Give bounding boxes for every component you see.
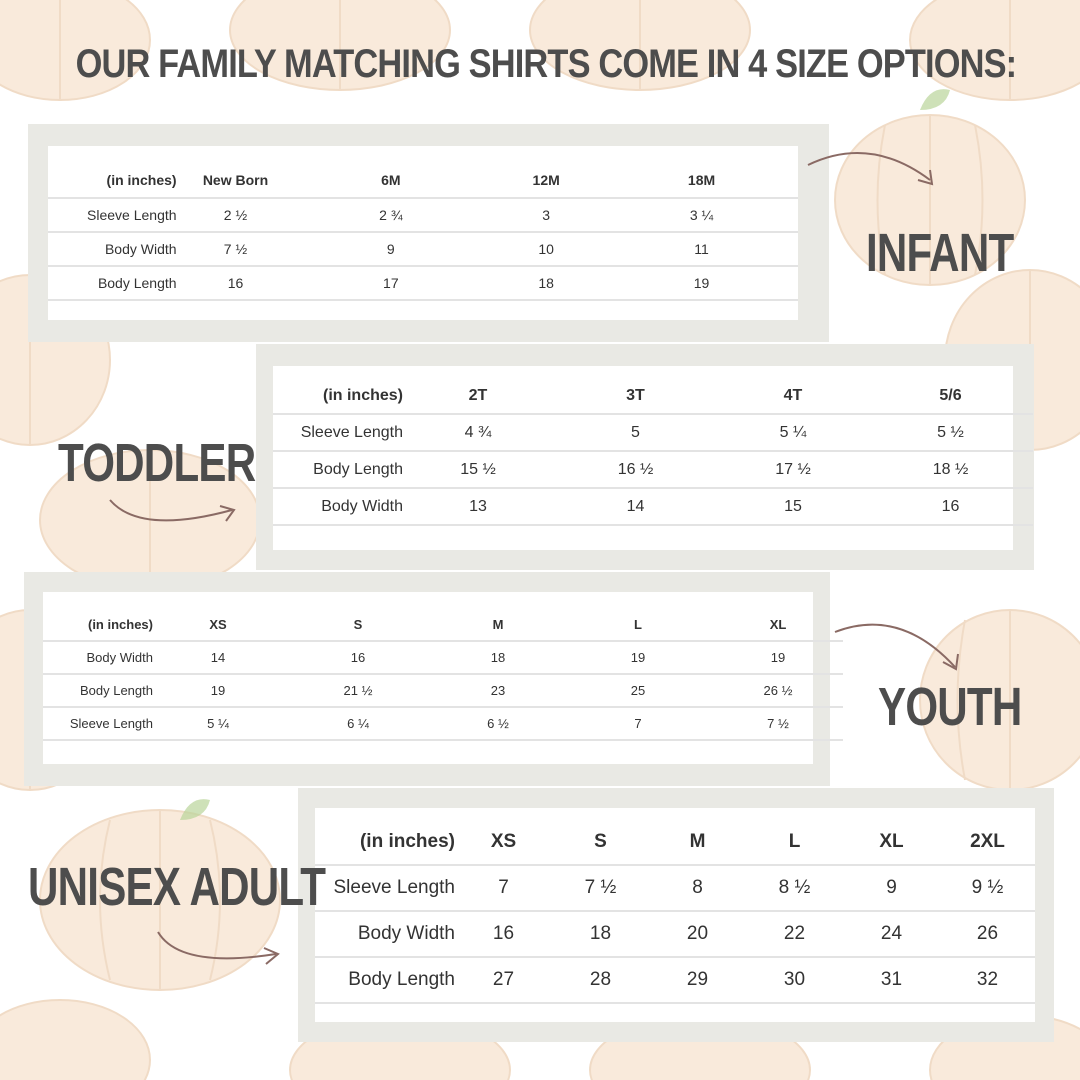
table-cell: 15 ½	[403, 451, 553, 488]
table-cell: 19	[563, 641, 713, 674]
table-cell: 7 ½	[713, 707, 843, 740]
header-cell: (in inches)	[87, 616, 153, 632]
header-cell: 18M	[687, 171, 716, 188]
header-cell: 6M	[381, 171, 401, 188]
curved-arrow-icon	[150, 924, 290, 974]
table-cell: 25	[563, 674, 713, 707]
table-cell: 3	[487, 198, 605, 232]
infant-size-table	[48, 162, 798, 301]
header-cell: XS	[490, 831, 517, 852]
table-cell: 16 ½	[553, 451, 718, 488]
table-cell: 26	[940, 911, 1035, 957]
table-cell: 9	[843, 865, 940, 911]
header-cell: XL	[879, 831, 904, 852]
table-cell: 8 ½	[746, 865, 843, 911]
table-cell: 16	[177, 266, 295, 300]
table-cell: 20	[649, 911, 746, 957]
table-cell: 18 ½	[868, 451, 1033, 488]
table-cell: 18	[487, 266, 605, 300]
youth-size-table	[43, 608, 843, 741]
table-cell: 4 ¾	[403, 414, 553, 451]
table-row	[48, 232, 798, 266]
pumpkin-icon	[0, 1000, 150, 1080]
header-cell: S	[353, 616, 363, 632]
table-cell: 5	[553, 414, 718, 451]
row-label: Body Length	[48, 266, 177, 300]
header-cell: 3T	[626, 386, 645, 404]
row-label: Body Width	[43, 641, 153, 674]
table-cell: 6 ¼	[283, 707, 433, 740]
page-heading: OUR FAMILY MATCHING SHIRTS COME IN 4 SIZE OPTIONS:	[75, 42, 1017, 86]
table-cell: 19	[713, 641, 843, 674]
table-row	[43, 707, 843, 740]
table-cell: 8	[649, 865, 746, 911]
adult-size-card	[315, 808, 1035, 1022]
table-cell: 19	[153, 674, 283, 707]
table-cell: 15	[718, 488, 868, 525]
table-cell: 5 ¼	[153, 707, 283, 740]
header-cell: New Born	[202, 171, 269, 188]
header-cell: 12M	[532, 171, 560, 188]
table-cell: 14	[553, 488, 718, 525]
table-cell: 3 ¼	[605, 198, 798, 232]
header-cell: M	[689, 831, 706, 852]
header-cell: 2XL	[970, 831, 1005, 852]
table-cell: 18	[552, 911, 649, 957]
header-cell: S	[594, 831, 607, 852]
table-header-row	[315, 820, 1035, 865]
row-label: Body Length	[315, 957, 455, 1003]
table-cell: 7	[563, 707, 713, 740]
table-header-row	[43, 608, 843, 641]
header-cell: (in inches)	[359, 831, 455, 852]
toddler-label: TODDLER	[58, 433, 256, 493]
row-label: Body Width	[273, 488, 403, 525]
table-row	[315, 865, 1035, 911]
header-cell: 5/6	[939, 386, 962, 404]
table-cell: 22	[746, 911, 843, 957]
header-cell: L	[788, 831, 801, 852]
table-cell: 10	[487, 232, 605, 266]
header-cell: L	[634, 616, 642, 632]
header-cell: (in inches)	[322, 386, 403, 404]
row-label: Sleeve Length	[315, 865, 455, 911]
header-cell: 4T	[783, 386, 803, 404]
curved-arrow-icon	[800, 140, 950, 200]
table-cell: 9 ½	[940, 865, 1035, 911]
table-cell: 7 ½	[177, 232, 295, 266]
curved-arrow-icon	[100, 490, 250, 540]
row-label: Body Width	[48, 232, 177, 266]
table-cell: 21 ½	[283, 674, 433, 707]
table-cell: 16	[455, 911, 552, 957]
header-cell: XL	[769, 616, 787, 632]
header-cell: (in inches)	[106, 171, 177, 188]
table-cell: 6 ½	[433, 707, 563, 740]
row-label: Sleeve Length	[48, 198, 177, 232]
table-row	[315, 911, 1035, 957]
table-cell: 2 ½	[177, 198, 295, 232]
table-cell: 18	[433, 641, 563, 674]
table-row	[273, 488, 1033, 525]
row-label: Sleeve Length	[273, 414, 403, 451]
table-cell: 32	[940, 957, 1035, 1003]
table-cell: 29	[649, 957, 746, 1003]
table-row	[273, 451, 1033, 488]
table-cell: 7	[455, 865, 552, 911]
table-cell: 23	[433, 674, 563, 707]
curved-arrow-icon	[830, 612, 970, 674]
table-row	[48, 266, 798, 300]
table-cell: 16	[283, 641, 433, 674]
table-cell: 5 ¼	[718, 414, 868, 451]
header-cell: M	[492, 616, 504, 632]
row-label: Body Length	[43, 674, 153, 707]
infant-size-card	[48, 146, 798, 320]
table-cell: 11	[605, 232, 798, 266]
table-row	[315, 957, 1035, 1003]
table-cell: 7 ½	[552, 865, 649, 911]
unisex-adult-label: UNISEX ADULT	[28, 857, 326, 917]
table-cell: 14	[153, 641, 283, 674]
table-cell: 9	[294, 232, 487, 266]
table-header-row	[48, 162, 798, 198]
table-cell: 17 ½	[718, 451, 868, 488]
table-cell: 5 ½	[868, 414, 1033, 451]
table-cell: 31	[843, 957, 940, 1003]
table-cell: 28	[552, 957, 649, 1003]
youth-label: YOUTH	[878, 677, 1022, 737]
table-cell: 27	[455, 957, 552, 1003]
adult-size-table	[315, 820, 1035, 1004]
header-cell: 2T	[468, 386, 488, 404]
table-cell: 26 ½	[713, 674, 843, 707]
header-cell: XS	[209, 616, 227, 632]
table-header-row	[273, 378, 1033, 414]
table-row	[43, 674, 843, 707]
table-cell: 2 ¾	[294, 198, 487, 232]
table-cell: 16	[868, 488, 1033, 525]
row-label: Body Width	[315, 911, 455, 957]
toddler-size-card	[273, 366, 1013, 550]
table-row	[48, 198, 798, 232]
table-row	[43, 641, 843, 674]
table-cell: 19	[605, 266, 798, 300]
table-cell: 17	[294, 266, 487, 300]
table-cell: 24	[843, 911, 940, 957]
table-row	[273, 414, 1033, 451]
row-label: Body Length	[273, 451, 403, 488]
table-cell: 13	[403, 488, 553, 525]
toddler-size-table	[273, 378, 1033, 526]
infant-label: INFANT	[866, 223, 1014, 283]
table-cell: 30	[746, 957, 843, 1003]
youth-size-card	[43, 592, 813, 764]
row-label: Sleeve Length	[43, 707, 153, 740]
